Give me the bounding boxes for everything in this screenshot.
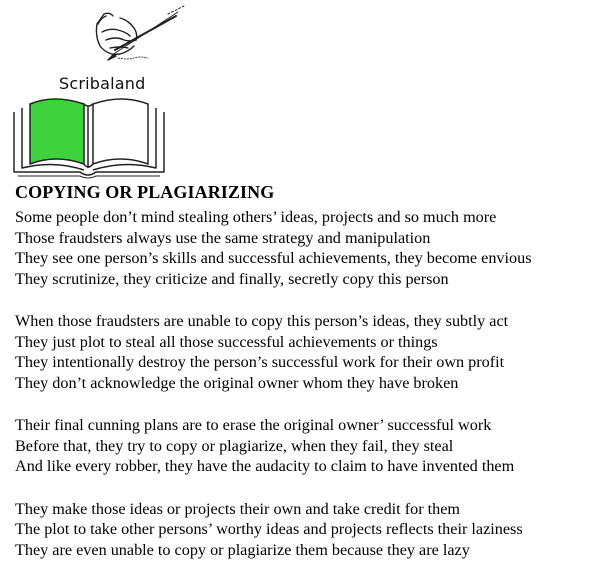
scribaland-logo bbox=[0, 0, 200, 182]
poem-line: They see one person’s skills and successful achievements, they become envious bbox=[15, 249, 532, 267]
poem-line: Those fraudsters always use the same strategy and manipulation bbox=[15, 228, 431, 247]
poem-line: They just plot to steal all those successful achievements or things bbox=[15, 332, 438, 351]
hand-writing-icon bbox=[96, 6, 184, 60]
open-book-icon bbox=[14, 99, 164, 178]
poem-body bbox=[15, 207, 600, 582]
poem-line: The plot to take other persons’ worthy ideas and projects reflects their laziness bbox=[15, 520, 523, 538]
stanza bbox=[15, 415, 600, 477]
poem-line: Their final cunning plans are to erase the original owner’ successful work bbox=[15, 416, 492, 434]
poem-title: COPYING OR PLAGIARIZING bbox=[15, 182, 275, 202]
poem-line: They make those ideas or projects their own and take credit for them bbox=[15, 499, 460, 518]
stanza bbox=[15, 499, 600, 561]
poem-line: They intentionally destroy the person’s successful work for their own profit bbox=[15, 353, 505, 371]
poem-line: They are even unable to copy or plagiarize them because they are lazy bbox=[15, 540, 470, 559]
logo-wordmark: Scribaland bbox=[59, 74, 146, 93]
poem-line: And like every robber, they have the audacity to claim to have invented them bbox=[15, 457, 515, 475]
poem-line: When those fraudsters are unable to copy this person’s ideas, they subtly act bbox=[15, 312, 509, 330]
stanza bbox=[15, 311, 600, 393]
poem-line: Some people don’t mind stealing others’ ideas, projects and so much more bbox=[15, 208, 497, 226]
poem-line: They don’t acknowledge the original owner whom they have broken bbox=[15, 373, 459, 392]
stanza bbox=[15, 207, 600, 289]
poem-line: They scrutinize, they criticize and finally, secretly copy this person bbox=[15, 269, 449, 288]
poem-line: Before that, they try to copy or plagiarize, when they fail, they steal bbox=[15, 436, 454, 455]
